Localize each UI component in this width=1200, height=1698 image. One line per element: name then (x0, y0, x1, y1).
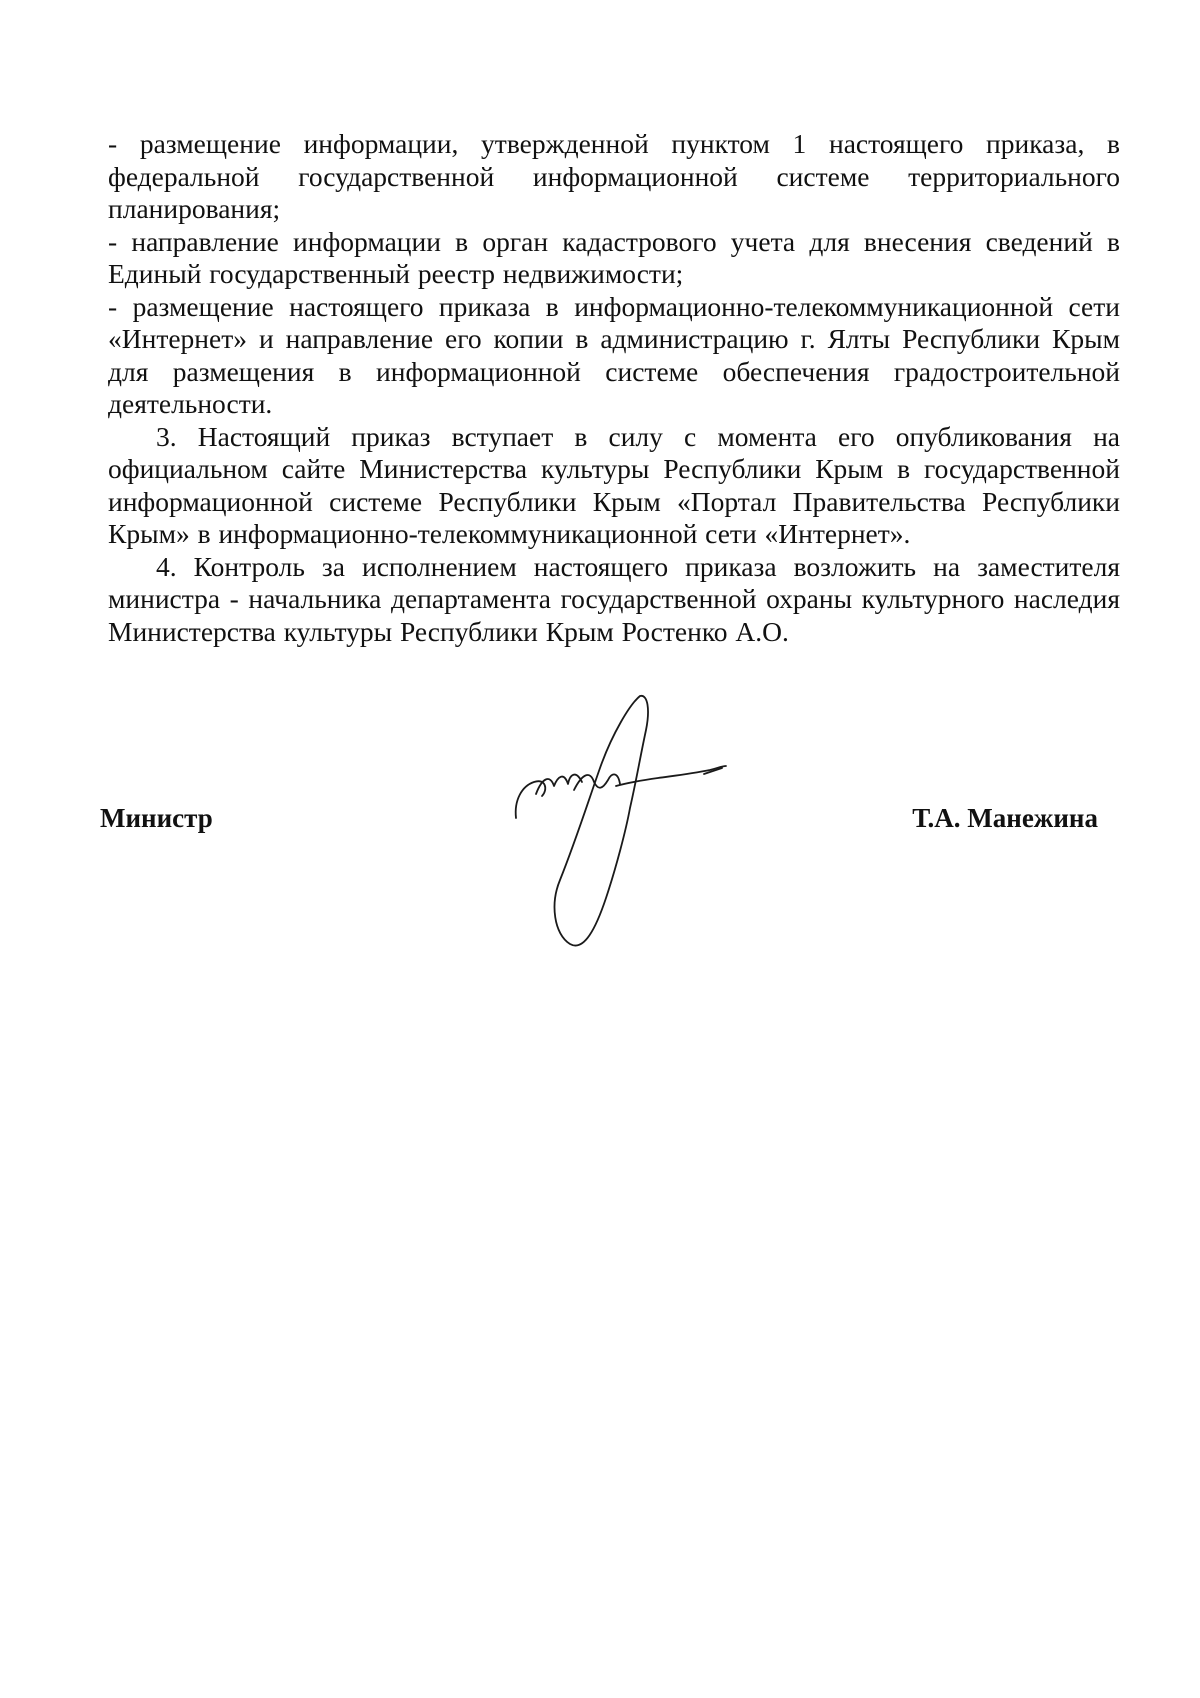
paragraph-cadastral-direction: - направление информации в орган кадастрового учета для внесения сведений в Единый государственный реестр недвижимости; (108, 225, 1120, 289)
paragraph-item-3-effective-date: 3. Настоящий приказ вступает в силу с момента его опубликования на официальном сайте Министерства культуры Республики Крым в государственной информационной системе Республики Крым «Портал Правительства Республики Крым» в информационно-телекоммуникационной сети «Интернет». (108, 420, 1120, 549)
paragraph-internet-placement: - размещение настоящего приказа в информационно-телекоммуникационной сети «Интернет» и направление его копии в администрацию г. Ялты Республики Крым для размещения в информационной системе обеспечения градостроительной деятельности. (108, 290, 1120, 419)
document-body (108, 128, 1120, 648)
handwritten-signature-icon (512, 690, 752, 950)
paragraph-item-4-control: 4. Контроль за исполнением настоящего приказа возложить на заместителя министра - начальника департамента государственной охраны культурного наследия Министерства культуры Республики Крым Ростенко А.О. (108, 550, 1120, 647)
signature-block (0, 690, 1200, 960)
signatory-title: Министр (100, 803, 213, 833)
signatory-name: Т.А. Манежина (912, 803, 1098, 833)
paragraph-placement-fgis: - размещение информации, утвержденной пунктом 1 настоящего приказа, в федеральной государственной информационной системе территориального планирования; (108, 128, 1120, 224)
